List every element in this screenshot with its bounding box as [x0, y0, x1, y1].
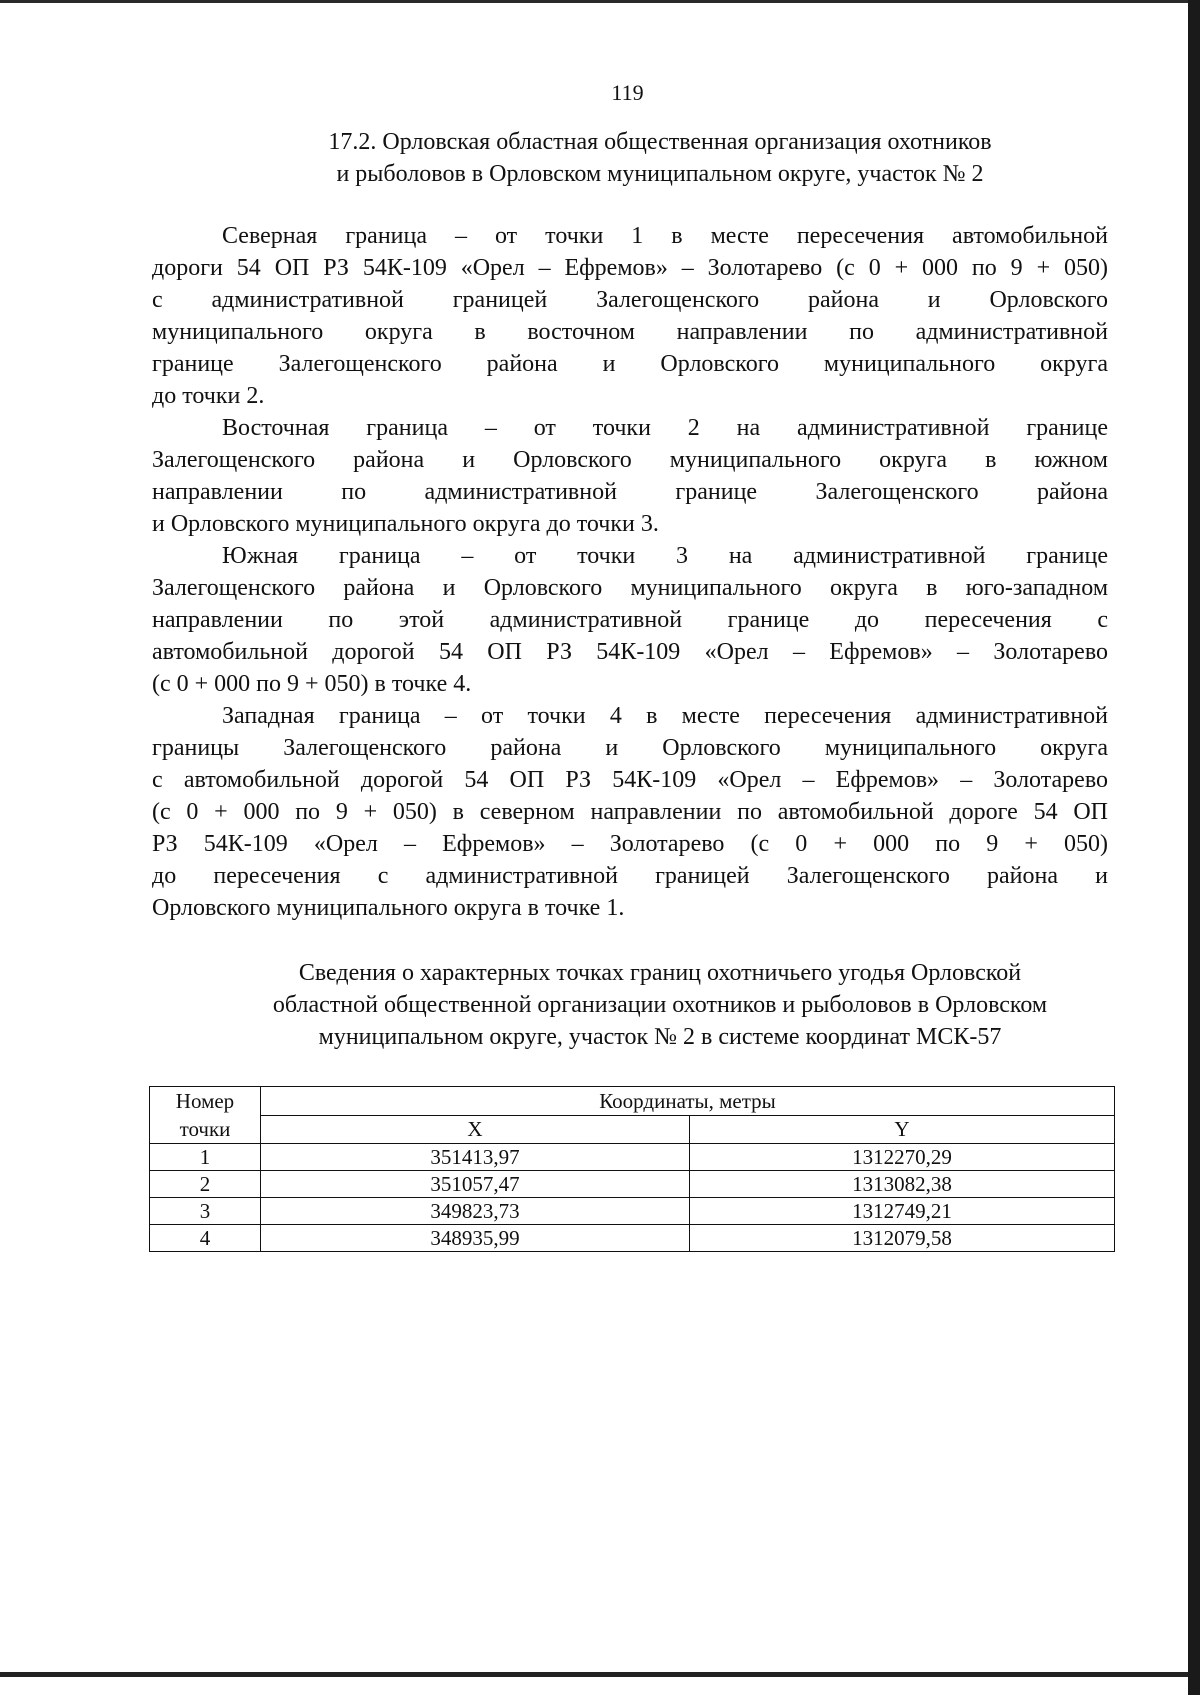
paragraph-north-boundary: [152, 220, 1108, 412]
text-line: (с 0 + 000 по 9 + 050) в точке 4.: [152, 671, 472, 697]
text-line: до точки 2.: [152, 383, 265, 409]
table-row: [150, 1225, 1115, 1252]
cell-x: 351413,97: [261, 1144, 690, 1171]
table-subheader-row: [150, 1115, 1115, 1144]
text-line: с административной границей Залегощенского района и Орловского: [152, 287, 1108, 313]
caption-line: областной общественной организации охотников и рыболовов в Орловском: [272, 992, 1048, 1018]
paragraph-west-boundary: [152, 700, 1108, 924]
header-point-number: [150, 1087, 261, 1144]
text-line: Южная граница – от точки 3 на административной границе: [222, 543, 1108, 569]
text-line: Западная граница – от точки 4 в месте пересечения административной: [222, 703, 1108, 729]
header-coordinates: Координаты, метры: [261, 1087, 1115, 1116]
text-line: (с 0 + 000 по 9 + 050) в северном направлении по автомобильной дороге 54 ОП: [152, 799, 1108, 825]
paragraph-east-boundary: [152, 412, 1108, 540]
document-body: [152, 220, 1108, 924]
page-number: 119: [611, 80, 644, 105]
cell-y: 1313082,38: [690, 1171, 1115, 1198]
heading-line: и рыболовов в Орловском муниципальном округе, участок № 2: [336, 161, 984, 187]
cell-y: 1312270,29: [690, 1144, 1115, 1171]
text-line: с автомобильной дорогой 54 ОП РЗ 54К-109 «Орел – Ефремов» – Золотарево: [152, 767, 1108, 793]
text-line: муниципального округа в восточном направлении по административной: [152, 319, 1108, 345]
header-y: Y: [690, 1115, 1115, 1144]
header-text: Номер: [175, 1089, 235, 1113]
scan-edge-right: [1188, 0, 1200, 1695]
coordinates-table: [149, 1086, 1115, 1252]
text-line: автомобильной дорогой 54 ОП РЗ 54К-109 «Орел – Ефремов» – Золотарево: [152, 639, 1108, 665]
table-row: [150, 1171, 1115, 1198]
text-line: до пересечения с административной границей Залегощенского района и: [152, 863, 1108, 889]
scan-edge-top: [0, 0, 1188, 3]
text-line: Северная граница – от точки 1 в месте пересечения автомобильной: [222, 223, 1108, 249]
header-text: точки: [179, 1117, 231, 1141]
cell-point: 4: [150, 1225, 261, 1252]
text-line: направлении по административной границе Залегощенского района: [152, 479, 1108, 505]
text-line: и Орловского муниципального округа до точки 3.: [152, 511, 659, 537]
cell-point: 3: [150, 1198, 261, 1225]
scan-edge-bottom: [0, 1672, 1188, 1677]
cell-y: 1312079,58: [690, 1225, 1115, 1252]
table-row: [150, 1198, 1115, 1225]
text-line: Орловского муниципального округа в точке 1.: [152, 895, 625, 921]
table-caption: [160, 957, 1160, 1053]
table-header-row: [150, 1087, 1115, 1116]
text-line: границе Залегощенского района и Орловского муниципального округа: [152, 351, 1108, 377]
text-line: дороги 54 ОП РЗ 54К-109 «Орел – Ефремов» – Золотарево (с 0 + 000 по 9 + 050): [152, 255, 1108, 281]
section-heading: [160, 126, 1160, 190]
cell-point: 1: [150, 1144, 261, 1171]
paragraph-south-boundary: [152, 540, 1108, 700]
text-line: Залегощенского района и Орловского муниципального округа в юго-западном: [152, 575, 1108, 601]
text-line: направлении по этой административной границе до пересечения с: [152, 607, 1108, 633]
cell-x: 351057,47: [261, 1171, 690, 1198]
header-x: X: [261, 1115, 690, 1144]
caption-line: муниципальном округе, участок № 2 в системе координат МСК-57: [318, 1024, 1002, 1050]
cell-x: 348935,99: [261, 1225, 690, 1252]
text-line: Восточная граница – от точки 2 на административной границе: [222, 415, 1108, 441]
cell-point: 2: [150, 1171, 261, 1198]
heading-line: 17.2. Орловская областная общественная организация охотников: [328, 129, 992, 155]
cell-y: 1312749,21: [690, 1198, 1115, 1225]
text-line: Залегощенского района и Орловского муниципального округа в южном: [152, 447, 1108, 473]
table-row: [150, 1144, 1115, 1171]
caption-line: Сведения о характерных точках границ охотничьего угодья Орловской: [298, 960, 1022, 986]
cell-x: 349823,73: [261, 1198, 690, 1225]
text-line: границы Залегощенского района и Орловского муниципального округа: [152, 735, 1108, 761]
text-line: РЗ 54К-109 «Орел – Ефремов» – Золотарево (с 0 + 000 по 9 + 050): [152, 831, 1108, 857]
